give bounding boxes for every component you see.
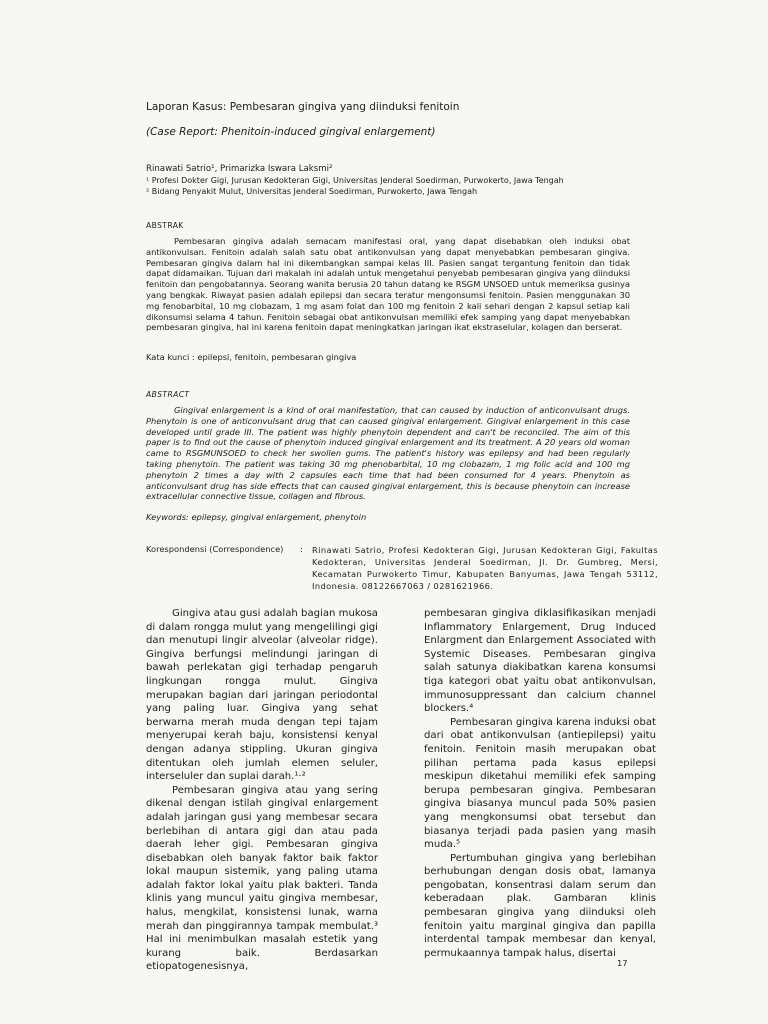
affiliation-1: ¹ Profesi Dokter Gigi, Jurusan Kedokteran Gigi, Universitas Jenderal Soedirman, Purwokerto, Jawa Tengah xyxy=(146,176,564,185)
body-paragraph: Pembesaran gingiva karena induksi obat dari obat antikonvulsan (antiepilepsi) yaitu fenitoin. Fenitoin masih merupakan obat pilihan pertama pada kasus epilepsi meskipun diketahui memiliki efek samping berupa pembesaran gingiva. Pembesaran gingiva biasanya muncul pada 50% pasien yang mengkonsumsi obat tersebut dan biasanya terjadi pada pasien yang masih muda.⁵ xyxy=(424,716,656,851)
author-names: Rinawati Satrio¹, Primarizka Iswara Laksmi² xyxy=(146,164,333,174)
correspondence-label: Korespondensi (Correspondence) xyxy=(146,544,284,554)
correspondence-colon: : xyxy=(300,544,303,554)
body-column-right xyxy=(424,607,656,960)
body-paragraph: Pembesaran gingiva atau yang sering dikenal dengan istilah gingival enlargement adalah jaringan gusi yang membesar secara berlebihan di antara gigi dan atau pada daerah leher gigi. Pembesaran gingiva disebabkan oleh banyak faktor baik faktor lokal maupun sistemik, yang paling utama adalah faktor lokal yaitu plak bakteri. Tanda klinis yang muncul yaitu gingiva membesar, halus, mengkilat, konsistensi lunak, warna merah dan pinggirannya tampak membulat.³ Hal ini menimbulkan masalah estetik yang kurang baik. Berdasarkan etiopatogenesisnya, xyxy=(146,784,378,973)
correspondence-text: Rinawati Satrio, Profesi Kedokteran Gigi, Jurusan Kedokteran Gigi, Fakultas Kedokteran, Universitas Jenderal Soedirman, Jl. Dr. Gumbreg, Mersi, Kecamatan Purwokerto Timur, Kabupaten Banyumas, Jawa Tengah 53112, Indonesia. 08122667063 / 0281621966. xyxy=(312,545,658,591)
abstrak-body: Pembesaran gingiva adalah semacam manifestasi oral, yang dapat disebabkan oleh induksi obat antikonvulsan. Fenitoin adalah salah satu obat antikonvulsan yang dapat menyebabkan pembesaran gingiva. Pembesaran gingiva dalam hal ini dikembangkan sampai kelas III. Pasien sangat tergantung fenitoin dan tidak dapat didamaikan. Tujuan dari makalah ini adalah untuk mengetahui penyebab pembesaran gingiva yang diinduksi fenitoin dan pengobatannya. Seorang wanita berusia 20 tahun datang ke RSGM UNSOED untuk memeriksa gusinya yang bengkak. Riwayat pasien adalah epilepsi dan secara teratur mengonsumsi fenitoin. Pasien menggunakan 30 mg fenobarbital, 10 mg clobazam, 1 mg asam folat dan 100 mg fenitoin 2 kali sehari dengan 2 kapsul setiap kali dikonsumsi selama 4 tahun. Fenitoin sebagai obat antikonvulsan memiliki efek samping yang dapat menyebabkan pembesaran gingiva, hal ini karena fenitoin dapat meningkatkan jaringan ikat ekstraselular, kolagen dan berserat. xyxy=(146,236,630,333)
body-column-left xyxy=(146,607,378,974)
keywords-english: Keywords: epilepsy, gingival enlargement, phenytoin xyxy=(146,512,367,522)
body-paragraph: Pertumbuhan gingiva yang berlebihan berhubungan dengan dosis obat, lamanya pengobatan, konsentrasi dalam serum dan keberadaan plak. Gambaran klinis pembesaran gingiva yang diinduksi oleh fenitoin yaitu marginal gingiva dan papilla interdental tampak membesar dan kenyal, permukaannya tampak halus, disertai xyxy=(424,852,656,959)
body-paragraph: pembesaran gingiva diklasifikasikan menjadi Inflammatory Enlargement, Drug Induced Enlargment dan Enlargement Associated with Systemic Diseases. Pembesaran gingiva salah satunya diakibatkan karena konsumsi tiga kategori obat yaitu obat antikonvulsan, immunosuppressant dan calcium channel blockers.⁴ xyxy=(424,608,656,715)
page-number: 17 xyxy=(617,958,628,968)
body-paragraph: Gingiva atau gusi adalah bagian mukosa di dalam rongga mulut yang mengelilingi gigi dan menutupi lingir alveolar (alveolar ridge). Gingiva berfungsi melindungi jaringan di bawah perlekatan gigi terhadap pengaruh lingkungan rongga mulut. Gingiva merupakan bagian dari jaringan periodontal yang paling luar. Gingiva yang sehat berwarna merah muda dengan tepi tajam menyerupai kerah baju, konsistensi kenyal dengan adanya stippling. Ukuran gingiva ditentukan oleh jumlah elemen seluler, interseluler dan suplai darah.¹·² xyxy=(146,608,378,783)
abstract-heading: ABSTRACT xyxy=(146,390,190,399)
title-indonesian: Laporan Kasus: Pembesaran gingiva yang diinduksi fenitoin xyxy=(146,101,460,113)
affiliation-2: ² Bidang Penyakit Mulut, Universitas Jenderal Soedirman, Purwokerto, Jawa Tengah xyxy=(146,187,478,196)
kata-kunci: Kata kunci : epilepsi, fenitoin, pembesaran gingiva xyxy=(146,352,357,362)
title-english: (Case Report: Phenitoin-induced gingival enlargement) xyxy=(146,126,436,138)
abstract-body: Gingival enlargement is a kind of oral manifestation, that can caused by induction of anticonvulsant drugs. Phenytoin is one of anticonvulsant drug that can caused gingival enlargement. Gingival enlargement in this case developed until grade III. The patient was highly phenytoin dependent and can't be reconciled. The aim of this paper is to find out the cause of phenytoin induced gingival enlargement and its treatment. A 20 years old woman came to RSGMUNSOED to check her swollen gums. The patient's history was epilepsy and had been regularly taking phenytoin. The patient was taking 30 mg phenobarbital, 10 mg clobazam, 1 mg folic acid and 100 mg phenytoin 2 times a day with 2 capsules each time that had been consumed for 4 years. Phenytoin as anticonvulsant drug has side effects that can caused gingival enlargement, this is because phenytoin can increase extracellular connective tissue, collagen and fibrous. xyxy=(146,405,630,502)
author-block xyxy=(146,164,626,197)
abstrak-heading: ABSTRAK xyxy=(146,221,184,230)
